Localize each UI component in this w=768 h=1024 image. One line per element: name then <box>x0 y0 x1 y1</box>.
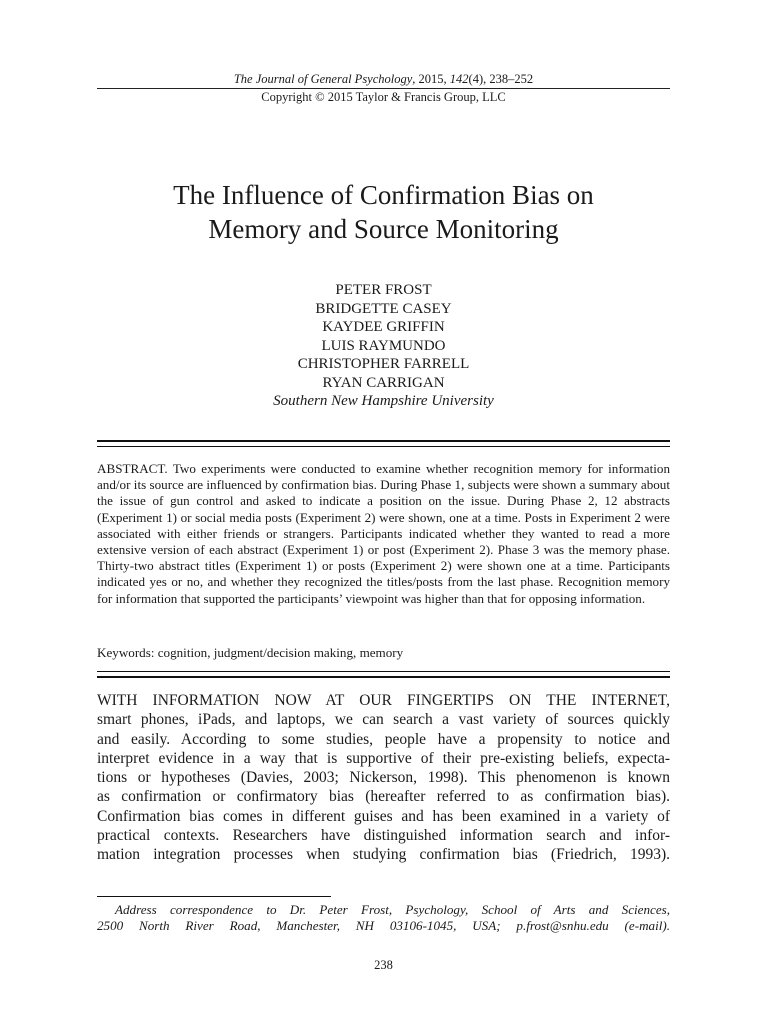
journal-name: The Journal of General Psychology <box>233 72 413 86</box>
body-line: practical contexts. Researchers have distinguished information search and infor- <box>97 827 670 845</box>
body-line: interpret evidence in a way that is supportive of their pre-existing beliefs, expecta- <box>97 749 670 767</box>
body-line: smart phones, iPads, and laptops, we can search a vast variety of sources quickly <box>97 711 670 729</box>
body-paragraph <box>97 691 670 865</box>
body-line: Confirmation bias comes in different guises and has been examined in a variety of <box>97 807 670 825</box>
body-line: and easily. According to some studies, people have a propensity to notice and <box>97 730 670 748</box>
footnote-line-2: 2500 North River Road, Manchester, NH 03106-1045, USA; p.frost@snhu.edu (e-mail). <box>97 918 670 933</box>
copyright-line: Copyright © 2015 Taylor & Francis Group, LLC <box>261 90 506 104</box>
journal-issue-pages: (4), 238–252 <box>468 72 534 86</box>
author-name: PETER FROST <box>335 282 432 298</box>
article-title <box>97 178 670 246</box>
footnote-rule <box>97 896 331 897</box>
abstract-top-rule-thin <box>97 446 670 447</box>
article-title-line-2: Memory and Source Monitoring <box>208 214 559 244</box>
page-number: 238 <box>374 958 393 972</box>
author-name: CHRISTOPHER FARRELL <box>297 356 470 372</box>
abstract-text: ABSTRACT. Two experiments were conducted to examine whether recognition memory for information and/or its source are influenced by confirmation bias. During Phase 1, subjects were shown a summary about the issue of gun control and asked to indicate a position on the issue. During Phase 2, 12 abstracts (Experiment 1) or social media posts (Experiment 2) were shown, one at a time. Posts in Experiment 2 were associated with either friends or strangers. Participants indicated whether they wanted to read a more extensive version of each abstract (Experiment 1) or post (Experiment 2). Phase 3 was the memory phase. Thirty-two abstract titles (Experiment 1) or posts (Experiment 2) were shown one at a time. Participants indicated yes or no, and whether they recognized the titles/posts from the last phase. Recognition memory for information that supported the participants’ viewpoint was higher than that for opposing information. <box>97 461 670 606</box>
abstract-bottom-rule-thin <box>97 671 670 672</box>
author-name: RYAN CARRIGAN <box>322 374 445 391</box>
author-name: BRIDGETTE CASEY <box>315 300 452 317</box>
correspondence-footnote <box>97 902 670 934</box>
author-name: KAYDEE GRIFFIN <box>322 319 445 335</box>
article-title-line-1: The Influence of Confirmation Bias on <box>173 180 594 210</box>
author-list <box>97 281 670 411</box>
author-affiliation: Southern New Hampshire University <box>273 393 494 409</box>
abstract-top-rule-thick <box>97 440 670 442</box>
author-name: LUIS RAYMUNDO <box>321 337 446 354</box>
journal-year: , 2015, <box>412 72 450 86</box>
journal-volume: 142 <box>449 72 469 86</box>
footnote-line-1: Address correspondence to Dr. Peter Frost, Psychology, School of Arts and Sciences, <box>115 902 670 917</box>
journal-citation <box>97 72 670 87</box>
body-line: mation integration processes when studying confirmation bias (Friedrich, 1993). <box>97 846 670 864</box>
body-line: as confirmation or confirmatory bias (hereafter referred to as confirmation bias). <box>97 788 670 806</box>
body-line: tions or hypotheses (Davies, 2003; Nickerson, 1998). This phenomenon is known <box>97 769 670 787</box>
journal-page <box>97 0 670 1024</box>
header-rule <box>97 88 670 89</box>
abstract-bottom-rule-thick <box>97 676 670 678</box>
keywords-line: Keywords: cognition, judgment/decision making, memory <box>97 645 404 660</box>
body-line: WITH INFORMATION NOW AT OUR FINGERTIPS ON THE INTERNET, <box>97 692 670 709</box>
